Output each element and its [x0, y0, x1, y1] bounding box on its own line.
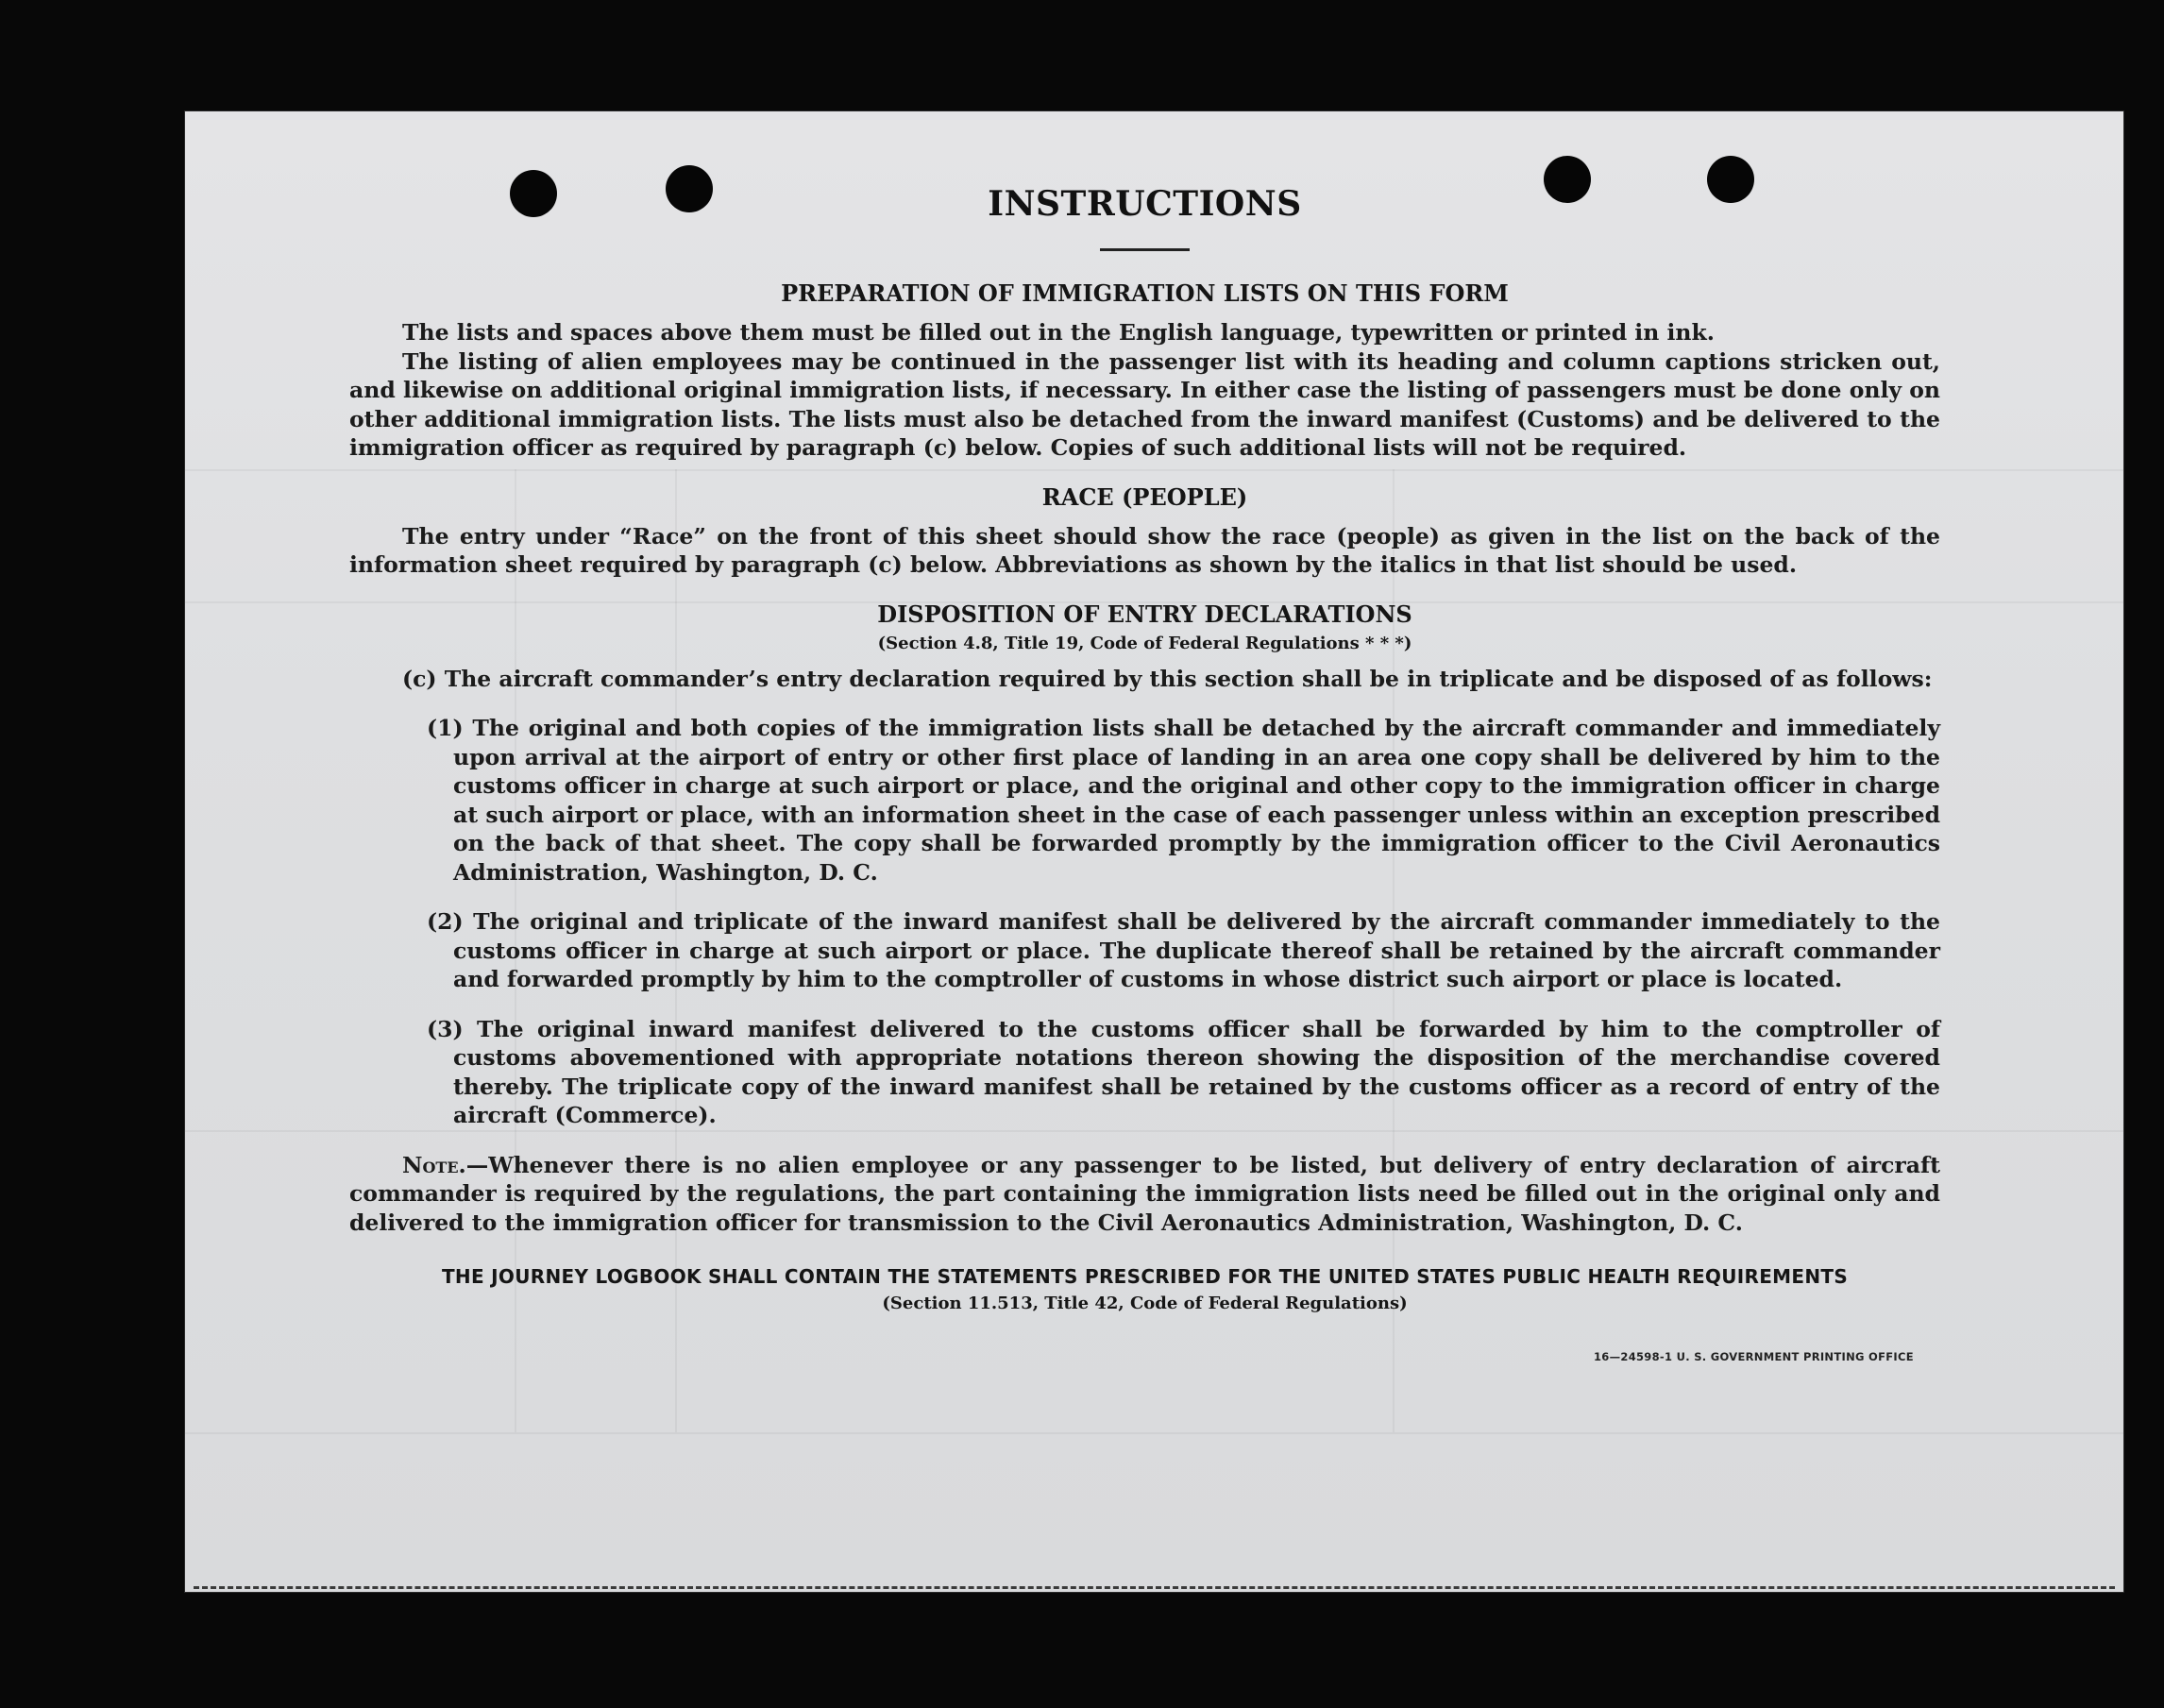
perforation-line	[194, 1586, 2115, 1589]
printer-imprint: 16—24598‑1 U. S. GOVERNMENT PRINTING OFFICE	[1594, 1350, 1914, 1363]
bleed-gridline	[184, 1432, 2124, 1434]
section-citation-disposition: (Section 4.8, Title 19, Code of Federal Regulations * * *)	[877, 633, 1412, 653]
clause-3: (3) The original inward manifest delivered to the customs officer shall be forwarded by him to the comptroller of customs abovementioned with appropriate notations thereon showing the disposition of the merchandise covered thereby. The triplicate copy of the inward manifest shall be retained by the customs officer as a record of entry of the aircraft (Commerce).	[427, 1015, 1940, 1128]
paragraph-race: The entry under “Race” on the front of this sheet should show the race (people) as given in the list on the back of the information sheet required by paragraph (c) below. Abbreviations as shown by the italics in that list should be used.	[349, 522, 1940, 578]
clause-2: (2) The original and triplicate of the inward manifest shall be delivered by the aircraft commander immediately to the customs officer in charge at such airport or place. The duplicate thereof shall be retained by the aircraft commander and forwarded promptly by him to the comptroller of customs in whose district such airport or place is located.	[427, 908, 1940, 992]
note-label: Note.	[402, 1151, 466, 1178]
page-title: INSTRUCTIONS	[988, 184, 1302, 224]
paragraph-preparation-1: The lists and spaces above them must be filled out in the English language, typewritten or printed in ink.	[402, 319, 1715, 346]
instructions-body	[349, 184, 1940, 1313]
closing-heading: THE JOURNEY LOGBOOK SHALL CONTAIN THE STATEMENTS PRESCRIBED FOR THE UNITED STATES PUBLIC HEALTH REQUIREMENTS	[441, 1265, 1849, 1288]
section-heading-preparation: PREPARATION OF IMMIGRATION LISTS ON THIS FORM	[781, 279, 1509, 307]
note-text: —Whenever there is no alien employee or any passenger to be listed, but delivery of entry declaration of aircraft commander is required by the regulations, the part containing the immigration lists need be filled out in the original only and delivered to the immigration officer for transmission to the Civil Aeronautics Administration, Washington, D. C.	[349, 1151, 1940, 1236]
paragraph-disposition-intro: (c) The aircraft commander’s entry declaration required by this section shall be in triplicate and be disposed of as follows:	[402, 665, 1933, 692]
section-heading-race: RACE (PEOPLE)	[1041, 482, 1248, 511]
clause-1: (1) The original and both copies of the immigration lists shall be detached by the aircraft commander and immediately upon arrival at the airport of entry or other first place of landing in an area one copy shall be delivered by him to the customs officer in charge at such airport or place, and the original and other copy to the immigration officer in charge at such airport or place, with an information sheet in the case of each passenger unless within an exception prescribed on the back of that sheet. The copy shall be forwarded promptly by the immigration officer to the Civil Aeronautics Administration, Washington, D. C.	[427, 715, 1940, 886]
paragraph-note	[349, 1151, 1940, 1238]
paragraph-preparation-2: The listing of alien employees may be continued in the passenger list with its heading and column captions stricken out, and likewise on additional original immigration lists, if necessary. In either case the listing of passengers must be done only on other additional immigration lists. The lists must also be detached from the inward manifest (Customs) and be delivered to the immigration officer as required by paragraph (c) below. Copies of such additional lists will not be required.	[349, 347, 1940, 461]
section-heading-disposition: DISPOSITION OF ENTRY DECLARATIONS	[877, 600, 1412, 628]
closing-citation: (Section 11.513, Title 42, Code of Federal Regulations)	[882, 1294, 1408, 1313]
